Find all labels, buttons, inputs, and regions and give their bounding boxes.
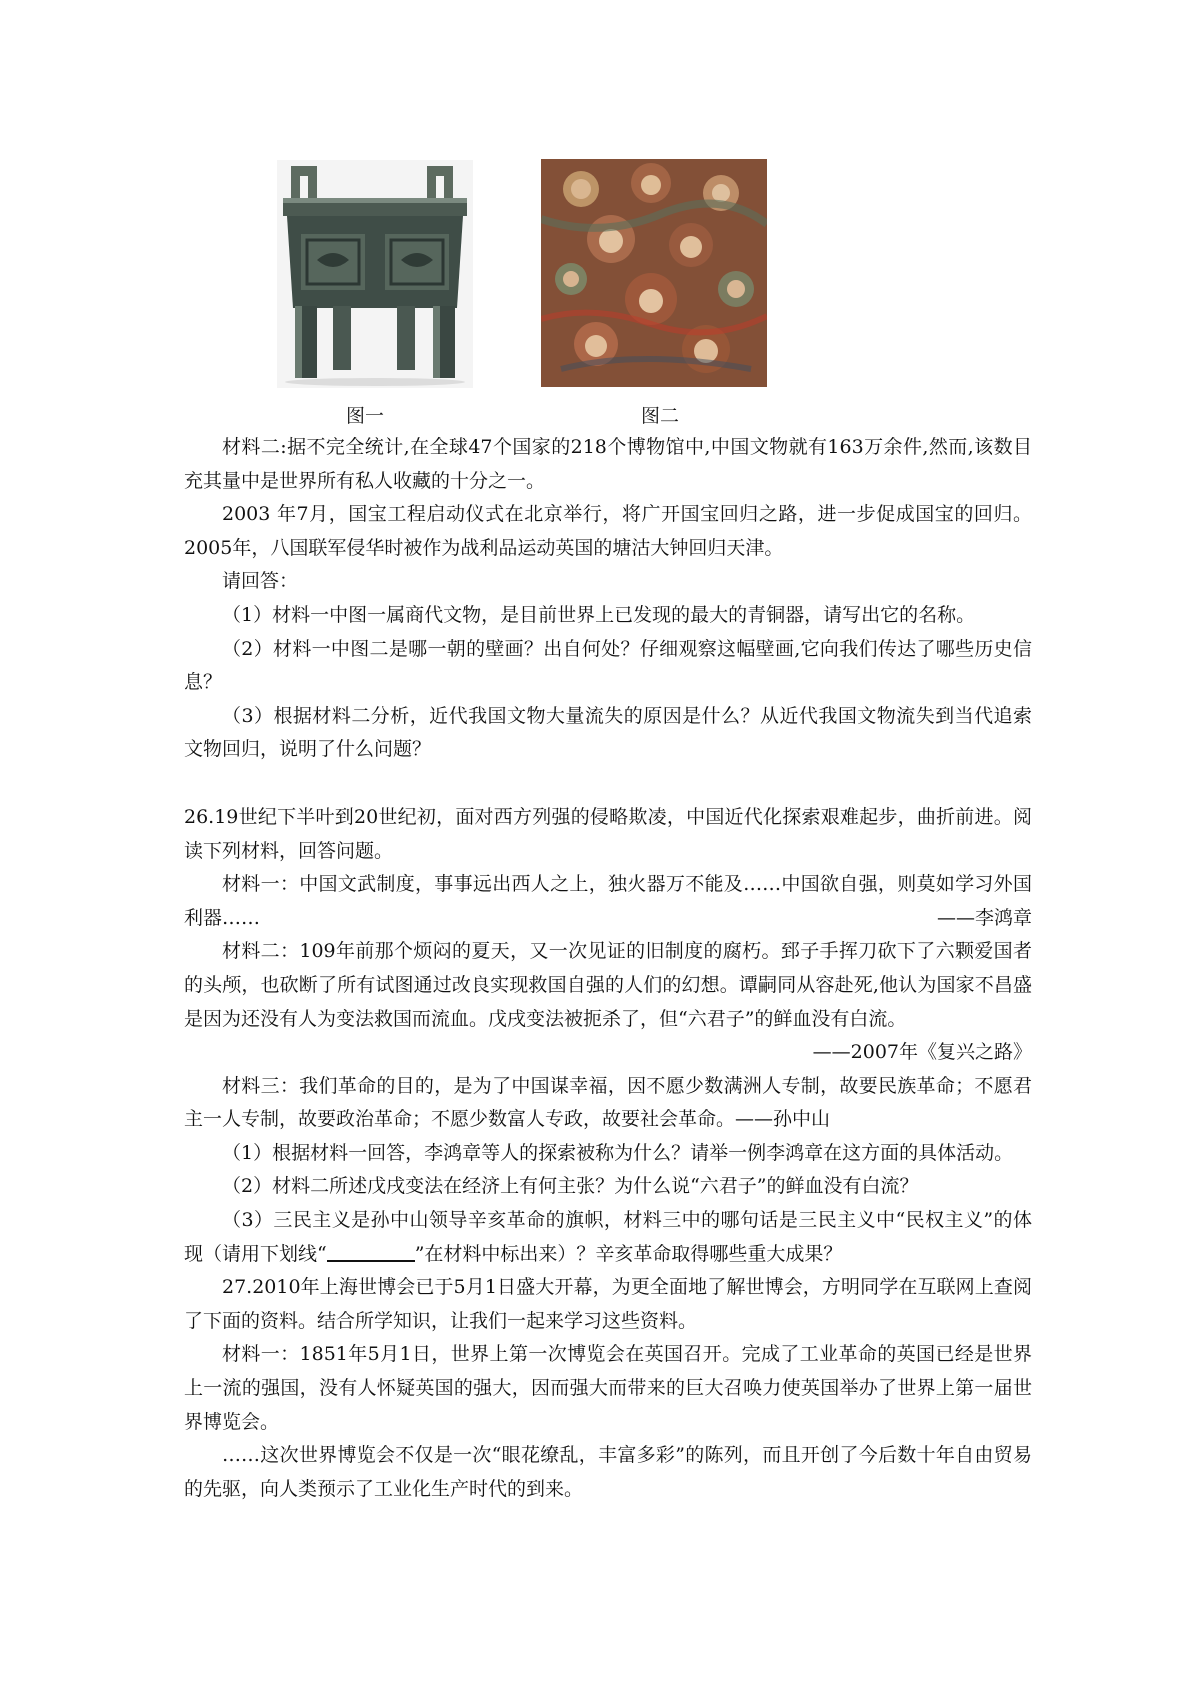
question-25-3: （3）根据材料二分析，近代我国文物大量流失的原因是什么？从近代我国文物流失到当代追索文物回归，说明了什么问题？ — [184, 704, 1032, 761]
question-27-material-1-continued: ……这次世界博览会不仅是一次“眼花缭乱，丰富多彩”的陈列，而且开创了今后数十年自由贸易的先驱，向人类预示了工业化生产时代的到来。 — [184, 1444, 1032, 1500]
question-26-intro: 26.19世纪下半叶到20世纪初，面对西方列强的侵略欺凌，中国近代化探索艰难起步，曲折前进。阅读下列材料，回答问题。 — [184, 805, 1032, 862]
question-26-1: （1）根据材料一回答，李鸿章等人的探索被称为什么？请举一例李鸿章在这方面的具体活动。 — [222, 1141, 1014, 1164]
question-26-2: （2）材料二所述戊戌变法在经济上有何主张？为什么说“六君子”的鲜血没有白流？ — [222, 1175, 919, 1198]
question-27-intro: 27.2010年上海世博会已于5月1日盛大开幕，为更全面地了解世博会，方明同学在互联网上查阅了下面的资料。结合所学知识，让我们一起来学习这些资料。 — [184, 1276, 1032, 1332]
underline-blank — [327, 1242, 415, 1262]
question-26-3-text-end: ”在材料中标出来）？辛亥革命取得哪些重大成果？ — [414, 1242, 843, 1265]
question-26-3 — [184, 1204, 1032, 1271]
question-26-material-2: 材料二：109年前那个烦闷的夏天，又一次见证的旧制度的腐朽。郅子手挥刀砍下了六颗爱国者的头颅，也砍断了所有试图通过改良实现救国自强的人们的幻想。谭嗣同从容赴死,他认为国家不昌盛是因为还没有人为变法救国而流血。戊戌变法被扼杀了，但“六君子”的鲜血没有白流。 — [184, 940, 1032, 1030]
question-26-material-1 — [184, 868, 1032, 935]
material-1-source: ——李鸿章 — [936, 906, 1032, 929]
figure-2-caption: 图二 — [641, 405, 680, 427]
material-2-source: ——2007年《复兴之路》 — [812, 1041, 1032, 1064]
exam-text-body — [184, 431, 1032, 1506]
bronze-ding-image — [277, 160, 473, 388]
question-26-3-text: （3）三民主义是孙中山领导辛亥革命的旗帜，材料三中的哪句话是三民主义中“民权主义”的体现（请用下划线“ — [184, 1209, 1032, 1265]
answer-prompt: 请回答： — [222, 570, 299, 593]
figure-1-caption: 图一 — [346, 405, 385, 427]
mural-painting-image — [541, 159, 767, 387]
material-1-text: 材料一：中国文武制度，事事远出西人之上，独火器万不能及……中国欲自强，则莫如学习外国利器…… — [184, 873, 1032, 929]
spacer — [184, 767, 1032, 801]
material-2-paragraph-2: 2003 年7月，国宝工程启动仪式在北京举行，将广开国宝回归之路，进一步促成国宝的回归。2005年，八国联军侵华时被作为战利品运动英国的塘沽大钟回归天津。 — [184, 503, 1032, 559]
question-25-2: （2）材料一中图二是哪一朝的壁画？出自何处？仔细观察这幅壁画,它向我们传达了哪些历史信息？ — [184, 637, 1032, 694]
question-25-1: （1）材料一中图一属商代文物，是目前世界上已发现的最大的青铜器，请写出它的名称。 — [222, 603, 976, 626]
question-27-material-1: 材料一：1851年5月1日，世界上第一次博览会在英国召开。完成了工业革命的英国已经是世界上一流的强国，没有人怀疑英国的强大，因而强大而带来的巨大召唤力使英国举办了世界上第一届世界博览会。 — [184, 1343, 1032, 1433]
material-2-paragraph: 材料二:据不完全统计,在全球47个国家的218个博物馆中,中国文物就有163万余件,然而,该数目充其量中是世界所有私人收藏的十分之一。 — [184, 436, 1032, 492]
question-26-material-3: 材料三：我们革命的目的，是为了中国谋幸福，因不愿少数满洲人专制，故要民族革命；不愿君主一人专制，故要政治革命；不愿少数富人专政，故要社会革命。——孙中山 — [184, 1074, 1032, 1131]
